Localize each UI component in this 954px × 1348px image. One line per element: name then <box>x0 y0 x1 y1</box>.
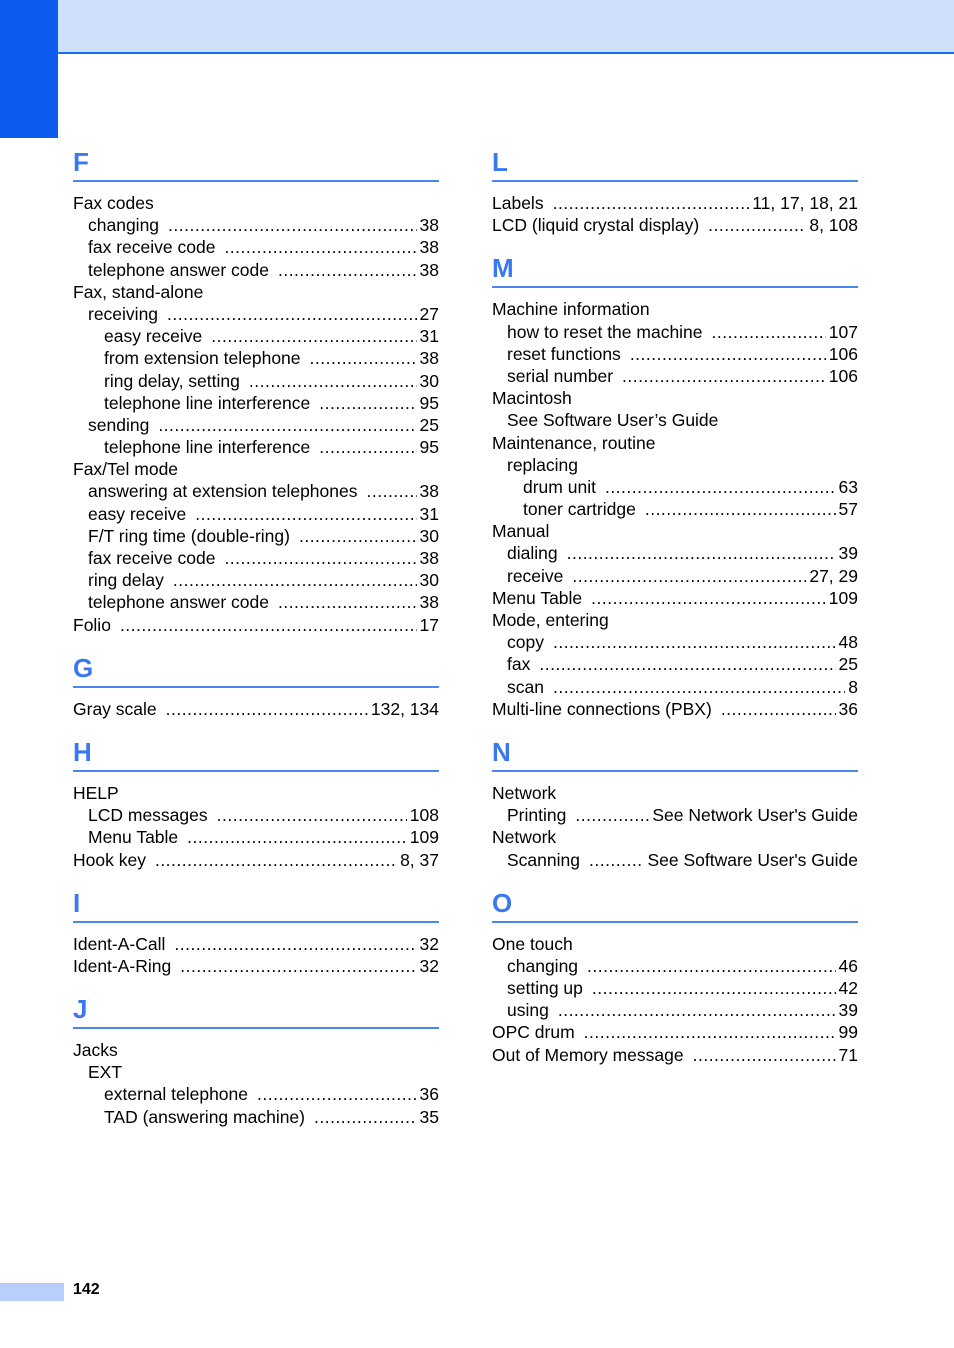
entry-pages[interactable]: 38 <box>419 259 439 280</box>
entry-term: changing <box>88 215 160 236</box>
dot-leader <box>314 1106 417 1128</box>
dot-leader <box>187 826 407 848</box>
index-entry <box>492 298 858 320</box>
entry-term: EXT <box>88 1062 123 1083</box>
index-entry <box>73 503 439 525</box>
entry-term: fax receive code <box>88 237 216 258</box>
entry-term: replacing <box>507 454 579 475</box>
entry-term: Out of Memory message <box>492 1044 684 1065</box>
entry-pages[interactable]: 17 <box>419 614 439 635</box>
dot-leader <box>712 321 826 343</box>
index-entry <box>492 698 858 720</box>
index-section <box>492 732 858 871</box>
index-entry <box>73 458 439 480</box>
dot-leader <box>539 653 835 675</box>
entry-pages[interactable]: 8 <box>848 676 858 697</box>
index-entry <box>492 498 858 520</box>
dot-leader <box>708 214 806 236</box>
section-letter: J <box>73 989 439 1029</box>
index-entry <box>73 547 439 569</box>
dot-leader <box>257 1083 417 1105</box>
dot-leader <box>367 480 417 502</box>
entry-term: external telephone <box>104 1084 248 1105</box>
index-entry <box>73 849 439 871</box>
index-entry <box>492 631 858 653</box>
entry-pages[interactable]: 108 <box>409 805 439 826</box>
index-entry <box>492 676 858 698</box>
entry-term: scan <box>507 676 544 697</box>
page-number: 142 <box>73 1281 100 1298</box>
index-entry <box>73 698 439 720</box>
index-column-left <box>73 142 439 1140</box>
entry-term: LCD (liquid crystal display) <box>492 215 700 236</box>
entry-term: telephone answer code <box>88 592 269 613</box>
chapter-tab <box>0 0 58 138</box>
dot-leader <box>173 569 417 591</box>
entry-pages[interactable]: 99 <box>838 1022 858 1043</box>
dot-leader <box>158 414 416 436</box>
index-entry <box>492 1021 858 1043</box>
section-letter: O <box>492 883 858 923</box>
index-entry <box>492 977 858 999</box>
entry-term: OPC drum <box>492 1022 575 1043</box>
index-entry <box>492 587 858 609</box>
index-entry <box>492 1044 858 1066</box>
entry-term: ring delay, setting <box>104 370 240 391</box>
entry-term: receiving <box>88 303 159 324</box>
index-entry <box>73 370 439 392</box>
entry-term: TAD (answering machine) <box>104 1106 305 1127</box>
index-entry <box>492 214 858 236</box>
dot-leader <box>224 547 416 569</box>
entry-pages[interactable]: 46 <box>838 955 858 976</box>
dot-leader <box>120 614 417 636</box>
entry-term: Menu Table <box>88 827 179 848</box>
entry-pages[interactable]: 48 <box>838 632 858 653</box>
entry-term: fax receive code <box>88 548 216 568</box>
entry-pages[interactable]: 32 <box>419 933 439 954</box>
index-entry <box>73 1061 439 1083</box>
dot-leader <box>584 1021 836 1043</box>
dot-leader <box>174 933 416 955</box>
entry-term: copy <box>507 632 544 653</box>
entry-term: Fax, stand-alone <box>73 281 204 302</box>
entry-term: receive <box>507 565 564 586</box>
entry-term: telephone line interference <box>104 437 311 458</box>
entry-term: ring delay <box>88 570 164 591</box>
entry-term: how to reset the machine <box>507 321 703 342</box>
dot-leader <box>553 676 845 698</box>
index-entry <box>73 392 439 414</box>
index-entry <box>73 804 439 826</box>
section-letter: M <box>492 248 858 288</box>
entry-pages[interactable]: 57 <box>838 499 858 520</box>
index-section <box>73 989 439 1128</box>
dot-leader <box>567 542 836 564</box>
entry-pages[interactable]: 36 <box>419 1084 439 1105</box>
entry-term: sending <box>88 414 150 435</box>
dot-leader <box>553 631 836 653</box>
dot-leader <box>572 565 806 587</box>
index-entry <box>492 955 858 977</box>
entry-term: Jacks <box>73 1040 118 1061</box>
entry-term: using <box>507 1000 549 1021</box>
index-entry <box>492 999 858 1021</box>
index-entry <box>73 347 439 369</box>
entry-term: Ident-A-Call <box>73 933 166 954</box>
index-section <box>73 648 439 720</box>
section-letter: H <box>73 732 439 772</box>
index-entry <box>73 281 439 303</box>
index-entry <box>492 826 858 848</box>
index-entry <box>73 259 439 281</box>
entry-pages[interactable]: 95 <box>419 437 439 458</box>
dot-leader <box>319 392 416 414</box>
entry-term: dialing <box>507 543 558 564</box>
entry-pages[interactable]: 42 <box>838 978 858 999</box>
index-entry <box>73 1083 439 1105</box>
dot-leader <box>645 498 836 520</box>
dot-leader <box>211 325 416 347</box>
dot-leader <box>587 955 835 977</box>
section-letter: I <box>73 883 439 923</box>
dot-leader <box>278 259 417 281</box>
entry-pages[interactable]: 30 <box>419 370 439 391</box>
index-entry <box>492 476 858 498</box>
entry-term: Menu Table <box>492 587 583 608</box>
dot-leader <box>589 849 644 871</box>
index-entry <box>73 236 439 258</box>
index-entry <box>73 192 439 214</box>
entry-term: Ident-A-Ring <box>73 955 172 976</box>
entry-pages[interactable]: 25 <box>419 414 439 435</box>
entry-pages[interactable]: 11, 17, 18, 21 <box>752 193 858 213</box>
entry-pages[interactable]: 63 <box>838 476 858 497</box>
entry-term: One touch <box>492 933 573 954</box>
entry-term: Multi-line connections (PBX) <box>492 698 712 719</box>
index-entry <box>492 365 858 387</box>
dot-leader <box>591 587 826 609</box>
index-entry <box>492 409 858 431</box>
dot-leader <box>693 1044 836 1066</box>
entry-term: Folio <box>73 614 111 635</box>
entry-term: Network <box>492 782 557 803</box>
entry-pages[interactable]: See Network User's Guide <box>652 805 858 826</box>
index-entry <box>73 414 439 436</box>
entry-pages[interactable]: 8, 37 <box>400 849 439 870</box>
index-entry <box>492 804 858 826</box>
entry-term: Mode, entering <box>492 610 609 630</box>
index-section <box>492 248 858 720</box>
entry-pages[interactable]: 109 <box>828 587 858 608</box>
entry-term: Fax/Tel mode <box>73 459 179 480</box>
index-entry <box>73 480 439 502</box>
index-entry <box>492 432 858 454</box>
index-entry <box>492 609 858 631</box>
entry-pages[interactable]: 38 <box>419 592 439 613</box>
entry-pages[interactable]: 30 <box>419 570 439 591</box>
index-section <box>73 732 439 871</box>
index-column-right <box>492 142 858 1078</box>
index-section <box>73 142 439 636</box>
entry-pages[interactable]: 25 <box>838 654 858 675</box>
dot-leader <box>319 436 416 458</box>
index-section <box>492 142 858 236</box>
dot-leader <box>299 525 417 547</box>
index-entry <box>492 565 858 587</box>
entry-pages[interactable]: 38 <box>419 348 439 369</box>
dot-leader <box>155 849 397 871</box>
dot-leader <box>558 999 836 1021</box>
entry-term: from extension telephone <box>104 348 301 369</box>
entry-term: Maintenance, routine <box>492 432 656 453</box>
entry-pages[interactable]: 30 <box>419 525 439 546</box>
entry-term: Network <box>492 827 557 848</box>
section-letter: L <box>492 142 858 182</box>
entry-pages[interactable]: 39 <box>838 1000 858 1021</box>
dot-leader <box>278 591 417 613</box>
entry-pages[interactable]: 132, 134 <box>370 698 439 719</box>
entry-pages[interactable]: 107 <box>828 321 858 342</box>
index-entry <box>73 955 439 977</box>
entry-term: Printing <box>507 805 567 826</box>
index-entry <box>492 454 858 476</box>
entry-term: changing <box>507 955 579 976</box>
index-entry <box>492 542 858 564</box>
entry-pages[interactable]: 95 <box>419 392 439 413</box>
entry-term: reset functions <box>507 343 621 364</box>
index-section <box>73 883 439 977</box>
entry-pages[interactable]: 39 <box>838 543 858 564</box>
entry-term: toner cartridge <box>523 499 636 520</box>
dot-leader <box>605 476 836 498</box>
section-letter: F <box>73 142 439 182</box>
section-letter: N <box>492 732 858 772</box>
entry-term: setting up <box>507 978 583 999</box>
entry-pages[interactable]: 36 <box>838 698 858 719</box>
entry-pages[interactable]: See Software User's Guide <box>647 849 858 870</box>
entry-term: Fax codes <box>73 193 154 213</box>
index-entry <box>73 1039 439 1061</box>
header-band <box>0 0 954 54</box>
index-entry <box>492 321 858 343</box>
dot-leader <box>721 698 836 720</box>
entry-term: easy receive <box>88 503 187 524</box>
dot-leader <box>553 192 750 214</box>
index-entry <box>492 849 858 871</box>
index-entry <box>73 782 439 804</box>
section-letter: G <box>73 648 439 688</box>
index-entry <box>73 569 439 591</box>
dot-leader <box>167 303 416 325</box>
dot-leader <box>575 804 649 826</box>
dot-leader <box>168 214 416 236</box>
index-entry <box>73 436 439 458</box>
entry-pages[interactable]: 38 <box>419 237 439 258</box>
entry-pages[interactable]: 38 <box>419 548 439 568</box>
entry-term: serial number <box>507 365 614 386</box>
entry-pages[interactable]: 35 <box>419 1106 439 1127</box>
index-entry <box>492 782 858 804</box>
entry-term: Gray scale <box>73 698 157 719</box>
index-entry <box>73 214 439 236</box>
entry-pages[interactable]: 109 <box>409 827 439 848</box>
entry-pages[interactable]: 31 <box>419 503 439 524</box>
entry-term: fax <box>507 654 531 675</box>
dot-leader <box>224 236 416 258</box>
index-entry <box>73 303 439 325</box>
dot-leader <box>592 977 836 999</box>
dot-leader <box>166 698 368 720</box>
entry-term: answering at extension telephones <box>88 481 358 502</box>
entry-pages[interactable]: 38 <box>419 215 439 236</box>
entry-pages[interactable]: 31 <box>419 326 439 347</box>
dot-leader <box>217 804 407 826</box>
entry-term: telephone answer code <box>88 259 269 280</box>
entry-term: drum unit <box>523 476 596 497</box>
index-entry <box>73 614 439 636</box>
index-entry <box>492 192 858 214</box>
entry-pages[interactable]: 27 <box>419 303 439 324</box>
index-entry <box>492 343 858 365</box>
index-entry <box>73 525 439 547</box>
index-entry <box>492 520 858 542</box>
entry-term: Manual <box>492 521 550 542</box>
entry-pages[interactable]: 8, 108 <box>809 215 858 236</box>
entry-term: LCD messages <box>88 805 208 826</box>
dot-leader <box>249 370 417 392</box>
entry-pages[interactable]: 71 <box>838 1044 858 1065</box>
entry-term: Hook key <box>73 849 146 870</box>
entry-term: Labels <box>492 193 544 213</box>
dot-leader <box>180 955 416 977</box>
dot-leader <box>622 365 826 387</box>
entry-term: easy receive <box>104 326 203 347</box>
index-entry <box>492 387 858 409</box>
index-entry <box>73 591 439 613</box>
entry-term: Macintosh <box>492 388 572 409</box>
entry-term: See Software User’s Guide <box>507 410 719 431</box>
index-entry <box>73 826 439 848</box>
entry-pages[interactable]: 27, 29 <box>809 565 858 586</box>
dot-leader <box>310 347 417 369</box>
entry-pages[interactable]: 38 <box>419 481 439 502</box>
entry-term: Scanning <box>507 849 580 870</box>
index-entry <box>492 933 858 955</box>
entry-term: Machine information <box>492 299 650 320</box>
index-section <box>492 883 858 1066</box>
index-entry <box>73 325 439 347</box>
entry-pages[interactable]: 106 <box>828 365 858 386</box>
entry-term: HELP <box>73 782 119 803</box>
page-number-tab <box>0 1283 64 1301</box>
entry-pages[interactable]: 106 <box>828 343 858 364</box>
dot-leader <box>195 503 416 525</box>
dot-leader <box>630 343 826 365</box>
index-entry <box>492 653 858 675</box>
index-entry <box>73 933 439 955</box>
index-entry <box>73 1106 439 1128</box>
entry-term: F/T ring time (double-ring) <box>88 525 290 546</box>
entry-pages[interactable]: 32 <box>419 955 439 976</box>
entry-term: telephone line interference <box>104 392 311 413</box>
